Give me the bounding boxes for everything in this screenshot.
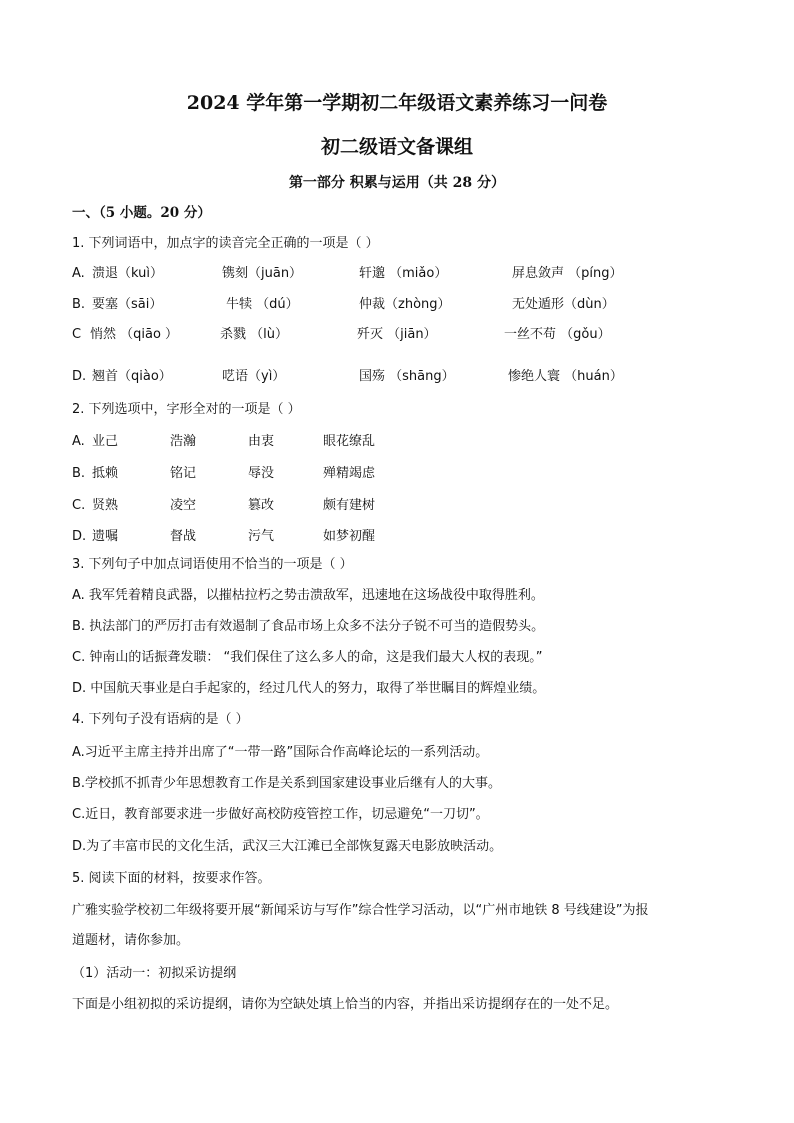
option-item: 国殇 （shāng） xyxy=(359,369,455,384)
option-letter: A. xyxy=(72,266,85,281)
part-heading: 第一部分 积累与运用（共 28 分） xyxy=(288,175,506,191)
question-5-paragraph-line-1: 广雅实验学校初二年级将要开展“新闻采访与写作”综合性学习活动，以“广州市地铁 8 号线建设”为报 xyxy=(72,903,649,918)
option-letter: C xyxy=(72,327,82,342)
option-item: 溃退（kuì） xyxy=(92,266,163,281)
option-item: 业己 xyxy=(92,434,119,449)
option-letter: A. xyxy=(72,434,85,449)
option-item: 呓语（yì） xyxy=(222,369,286,384)
question-4-option-d: D.为了丰富市民的文化生活，武汉三大江滩已全部恢复露天电影放映活动。 xyxy=(72,839,503,854)
option-item: 歼灭 （jiān） xyxy=(357,327,437,342)
option-item: 轩邈 （miǎo） xyxy=(359,266,448,281)
option-item: 颇有建树 xyxy=(323,498,376,513)
question-3-option-a: A. 我军凭着精良武器，以摧枯拉朽之势击溃敌军，迅速地在这场战役中取得胜利。 xyxy=(72,588,544,603)
question-5-stem: 5. 阅读下面的材料，按要求作答。 xyxy=(72,871,271,886)
question-3-option-c: C. 钟南山的话振聋发聩： “我们保住了这么多人的命，这是我们最大人权的表现。” xyxy=(72,650,543,665)
option-item: 由衷 xyxy=(248,434,275,449)
question-5-paragraph-line-2: 道题材，请你参加。 xyxy=(72,933,190,948)
question-4-option-c: C.近日，教育部要求进一步做好高校防疫管控工作，切忌避免“一刀切”。 xyxy=(72,807,489,822)
option-item: 惨绝人寰 （huán） xyxy=(508,369,623,384)
option-item: 无处遁形（dùn） xyxy=(512,297,615,312)
option-letter: C. xyxy=(72,498,86,513)
option-item: 凌空 xyxy=(170,498,197,513)
option-item: 污气 xyxy=(248,529,275,544)
question-4-stem: 4. 下列句子没有语病的是（ ） xyxy=(72,712,249,727)
question-5-subheading: （1）活动一：初拟采访提纲 xyxy=(72,966,237,981)
section-heading: 一、（5 小题。20 分） xyxy=(72,205,211,221)
option-item: 牛犊 （dú） xyxy=(226,297,299,312)
option-item: 要塞（sāi） xyxy=(92,297,163,312)
option-item: 抵赖 xyxy=(92,466,119,481)
option-letter: B. xyxy=(72,466,86,481)
option-item: 如梦初醒 xyxy=(323,529,376,544)
option-item: 镌刻（juān） xyxy=(222,266,303,281)
exam-subtitle: 初二级语文备课组 xyxy=(320,136,473,158)
question-2-stem: 2. 下列选项中，字形全对的一项是（ ） xyxy=(72,402,301,417)
option-letter: D. xyxy=(72,369,87,384)
question-3-option-d: D. 中国航天事业是白手起家的，经过几代人的努力，取得了举世瞩目的辉煌业绩。 xyxy=(72,681,546,696)
option-item: 浩瀚 xyxy=(170,434,197,449)
option-item: 遗嘱 xyxy=(92,529,119,544)
option-letter: D. xyxy=(72,529,87,544)
question-5-instruction: 下面是小组初拟的采访提纲，请你为空缺处填上恰当的内容，并指出采访提纲存在的一处不足。 xyxy=(72,997,619,1012)
question-3-stem: 3. 下列句子中加点词语使用不恰当的一项是（ ） xyxy=(72,557,353,572)
question-1-stem: 1. 下列词语中，加点字的读音完全正确的一项是（ ） xyxy=(72,236,379,251)
option-item: 翘首（qiào） xyxy=(92,369,172,384)
option-item: 悄然 （qiāo ） xyxy=(90,327,179,342)
exam-title: 2024 学年第一学期初二年级语文素养练习一问卷 xyxy=(186,92,608,114)
option-item: 篡改 xyxy=(248,498,275,513)
option-item: 眼花缭乱 xyxy=(323,434,376,449)
option-item: 殚精竭虑 xyxy=(323,466,376,481)
question-4-option-b: B.学校抓不抓青少年思想教育工作是关系到国家建设事业后继有人的大事。 xyxy=(72,776,502,791)
option-item: 督战 xyxy=(170,529,197,544)
option-item: 辱没 xyxy=(248,466,275,481)
option-item: 铭记 xyxy=(170,466,197,481)
question-4-option-a: A.习近平主席主持并出席了“一带一路”国际合作高峰论坛的一系列活动。 xyxy=(72,745,489,760)
question-3-option-b: B. 执法部门的严厉打击有效遏制了食品市场上众多不法分子锐不可当的造假势头。 xyxy=(72,619,545,634)
option-item: 杀戮 （lù） xyxy=(220,327,288,342)
option-letter: B. xyxy=(72,297,86,312)
option-item: 仲裁（zhòng） xyxy=(359,297,451,312)
option-item: 一丝不苟 （gǒu） xyxy=(504,327,611,342)
option-item: 屏息敛声 （píng） xyxy=(512,266,623,281)
option-item: 贤熟 xyxy=(92,498,119,513)
